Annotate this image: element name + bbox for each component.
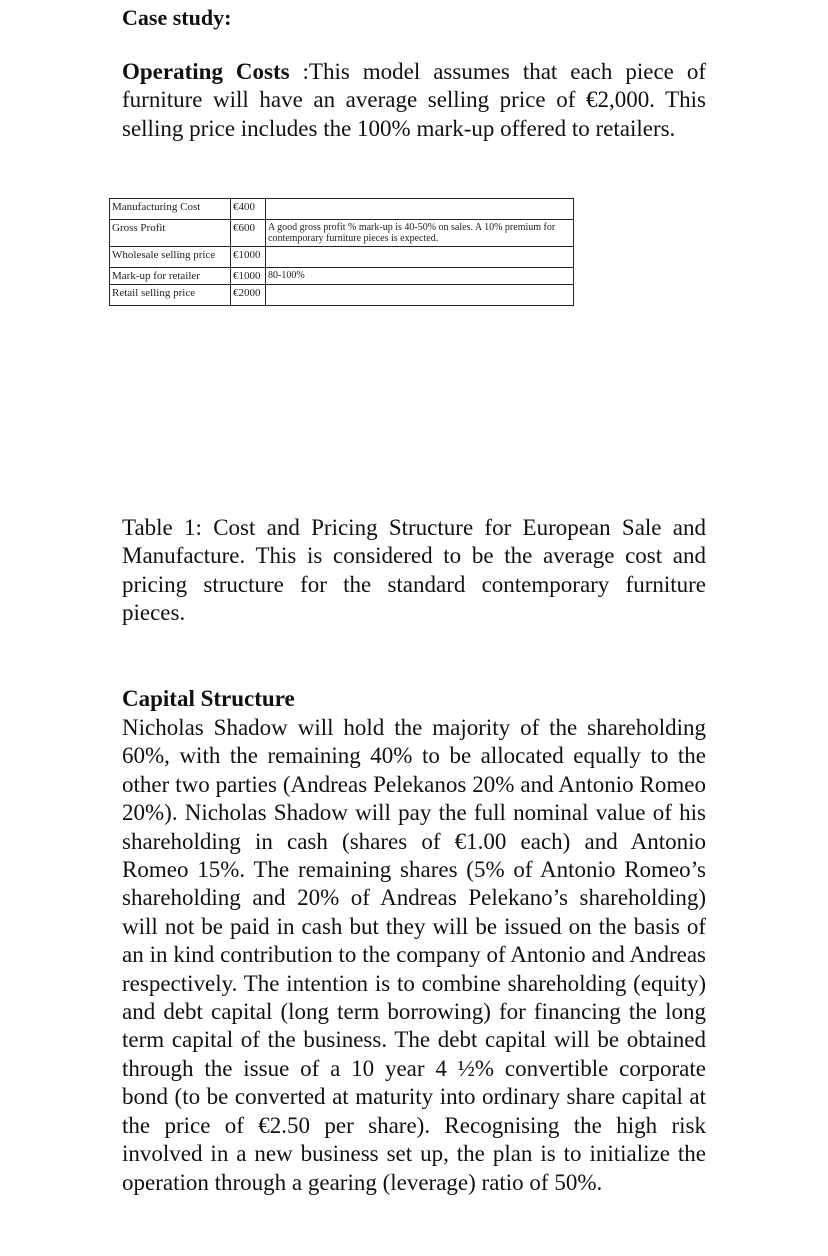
table-row — [110, 199, 574, 220]
operating-costs-paragraph — [122, 58, 706, 143]
row-note: A good gross profit % mark-up is 40-50% on sales. A 10% premium for contemporary furniture pieces is expected. — [266, 220, 574, 247]
operating-costs-text: :This model assumes that each piece of furniture will have an average selling price of €2,000. This selling price includes the 100% mark-up offered to retailers. — [122, 59, 706, 141]
row-value: €1000 — [231, 268, 266, 285]
row-value: €1000 — [231, 247, 266, 268]
case-study-heading: Case study: — [122, 5, 232, 30]
cost-pricing-table — [109, 198, 574, 306]
row-value: €400 — [231, 199, 266, 220]
row-label: Manufacturing Cost — [110, 199, 231, 220]
table-row — [110, 268, 574, 285]
row-label: Gross Profit — [110, 220, 231, 247]
table-row — [110, 220, 574, 247]
table-row — [110, 247, 574, 268]
capital-structure-heading: Capital Structure — [122, 686, 295, 711]
row-value: €600 — [231, 220, 266, 247]
row-note — [266, 199, 574, 220]
row-label: Wholesale selling price — [110, 247, 231, 268]
table-row — [110, 285, 574, 306]
capital-structure-paragraph: Nicholas Shadow will hold the majority of the shareholding 60%, with the remaining 40% to be allocated equally to the other two parties (Andreas Pelekanos 20% and Antonio Romeo 20%). Nicholas Shadow will pay the full nominal value of his shareholding in cash (shares of €1.00 each) and Antonio Romeo 15%. The remaining shares (5% of Antonio Romeo’s shareholding and 20% of Andreas Pelekano’s shareholding) will not be paid in cash but they will be issued on the basis of an in kind contribution to the company of Antonio and Andreas respectively. The intention is to combine shareholding (equity) and debt capital (long term borrowing) for financing the long term capital of the business. The debt capital will be obtained through the issue of a 10 year 4 ½% convertible corporate bond (to be converted at maturity into ordinary share capital at the price of €2.50 per share). Recognising the high risk involved in a new business set up, the plan is to initialize the operation through a gearing (leverage) ratio of 50%. — [122, 715, 706, 1195]
row-note — [266, 285, 574, 306]
table-caption: Table 1: Cost and Pricing Structure for European Sale and Manufacture. This is considered to be the average cost and pricing structure for the standard contemporary furniture pieces. — [122, 515, 706, 626]
row-note — [266, 247, 574, 268]
row-label: Retail selling price — [110, 285, 231, 306]
operating-costs-title: Operating Costs — [122, 59, 290, 84]
row-value: €2000 — [231, 285, 266, 306]
row-label: Mark-up for retailer — [110, 268, 231, 285]
row-note: 80-100% — [266, 268, 574, 285]
